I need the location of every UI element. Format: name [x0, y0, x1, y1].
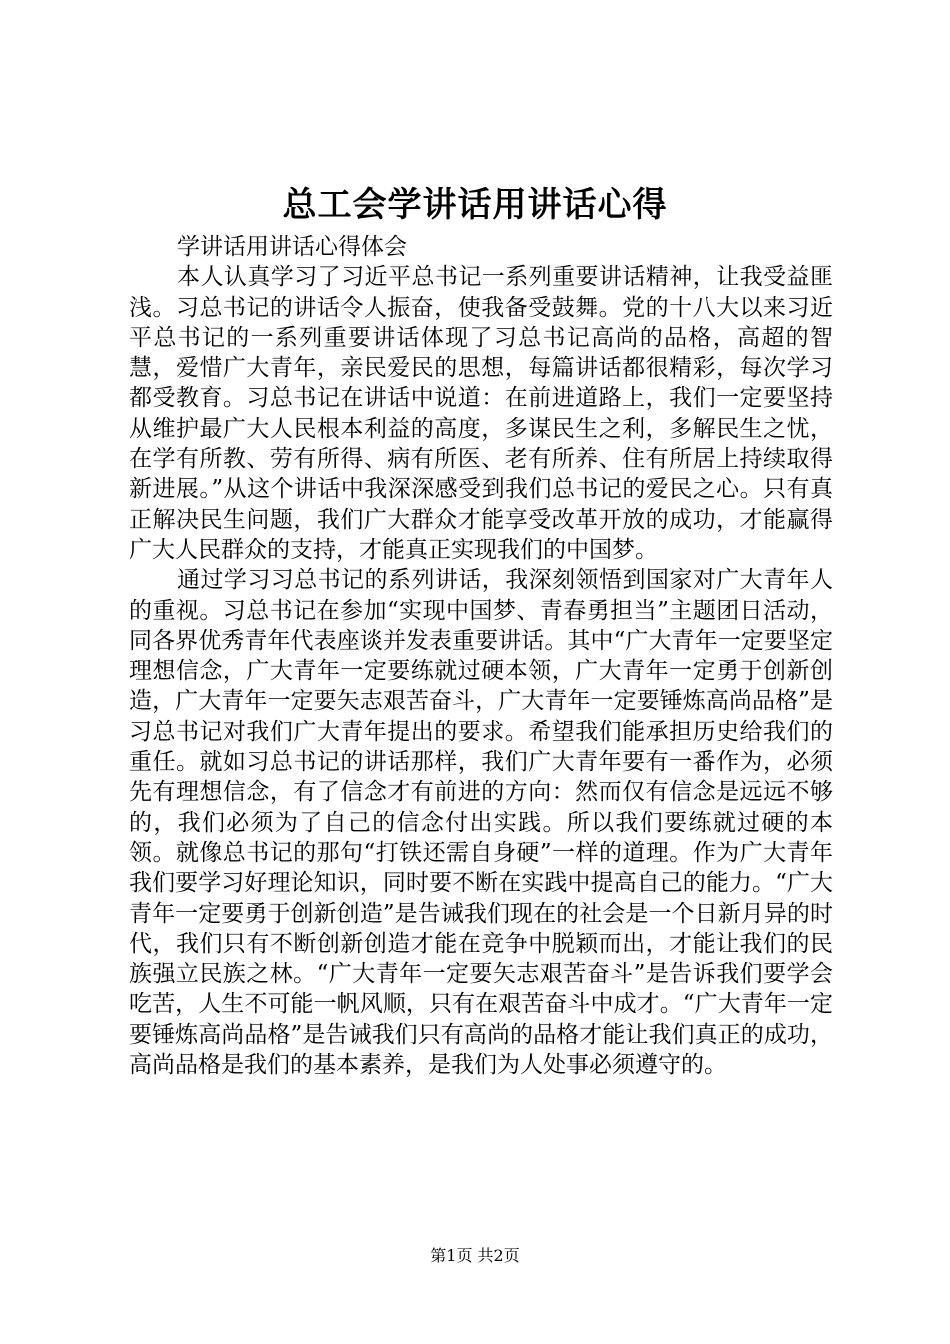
- page-footer: 第1页 共2页: [430, 1246, 520, 1265]
- page-title: 总工会学讲话用讲话心得: [282, 185, 668, 225]
- paragraph-2: 通过学习习总书记的系列讲话，我深刻领悟到国家对广大青年人的重视。习总书记在参加“实现中国梦、青春勇担当”主题团日活动，同各界优秀青年代表座谈并发表重要讲话。其中“广大青年一定要坚定理想信念，广大青年一定要练就过硬本领，广大青年一定勇于创新创造，广大青年一定要矢志艰苦奋斗，广大青年一定要锤炼高尚品格”是习总书记对我们广大青年提出的要求。希望我们能承担历史给我们的重任。就如习总书记的讲话那样，我们广大青年要有一番作为，必须先有理想信念，有了信念才有前进的方向：然而仅有信念是远远不够的，我们必须为了自己的信念付出实践。所以我们要练就过硬的本领。就像总书记的那句“打铁还需自身硬”一样的道理。作为广大青年我们要学习好理论知识，同时要不断在实践中提高自己的能力。“广大青年一定要勇于创新创造”是告诫我们现在的社会是一个日新月异的时代，我们只有不断创新创造才能在竞争中脱颖而出，才能让我们的民族强立民族之林。“广大青年一定要矢志艰苦奋斗”是告诉我们要学会吃苦，人生不可能一帆风顺，只有在艰苦奋斗中成才。“广大青年一定要锤炼高尚品格”是告诫我们只有高尚的品格才能让我们真正的成功，高尚品格是我们的基本素养，是我们为人处事必须遵守的。: [129, 567, 833, 1079]
- paragraph-1: 本人认真学习了习近平总书记一系列重要讲话精神，让我受益匪浅。习总书记的讲话令人振奋，使我备受鼓舞。党的十八大以来习近平总书记的一系列重要讲话体现了习总书记高尚的品格，高超的智慧，爱惜广大青年，亲民爱民的思想，每篇讲话都很精彩，每次学习都受教育。习总书记在讲话中说道：在前进道路上，我们一定要坚持从维护最广大人民根本利益的高度，多谋民生之利，多解民生之忧，在学有所教、劳有所得、病有所医、老有所养、住有所居上持续取得新进展。”从这个讲话中我深深感受到我们总书记的爱民之心。只有真正解决民生问题，我们广大群众才能享受改革开放的成功，才能赢得广大人民群众的支持，才能真正实现我们的中国梦。: [129, 264, 833, 563]
- document-body: [129, 232, 833, 1080]
- subtitle: 学讲话用讲话心得体会: [177, 234, 407, 260]
